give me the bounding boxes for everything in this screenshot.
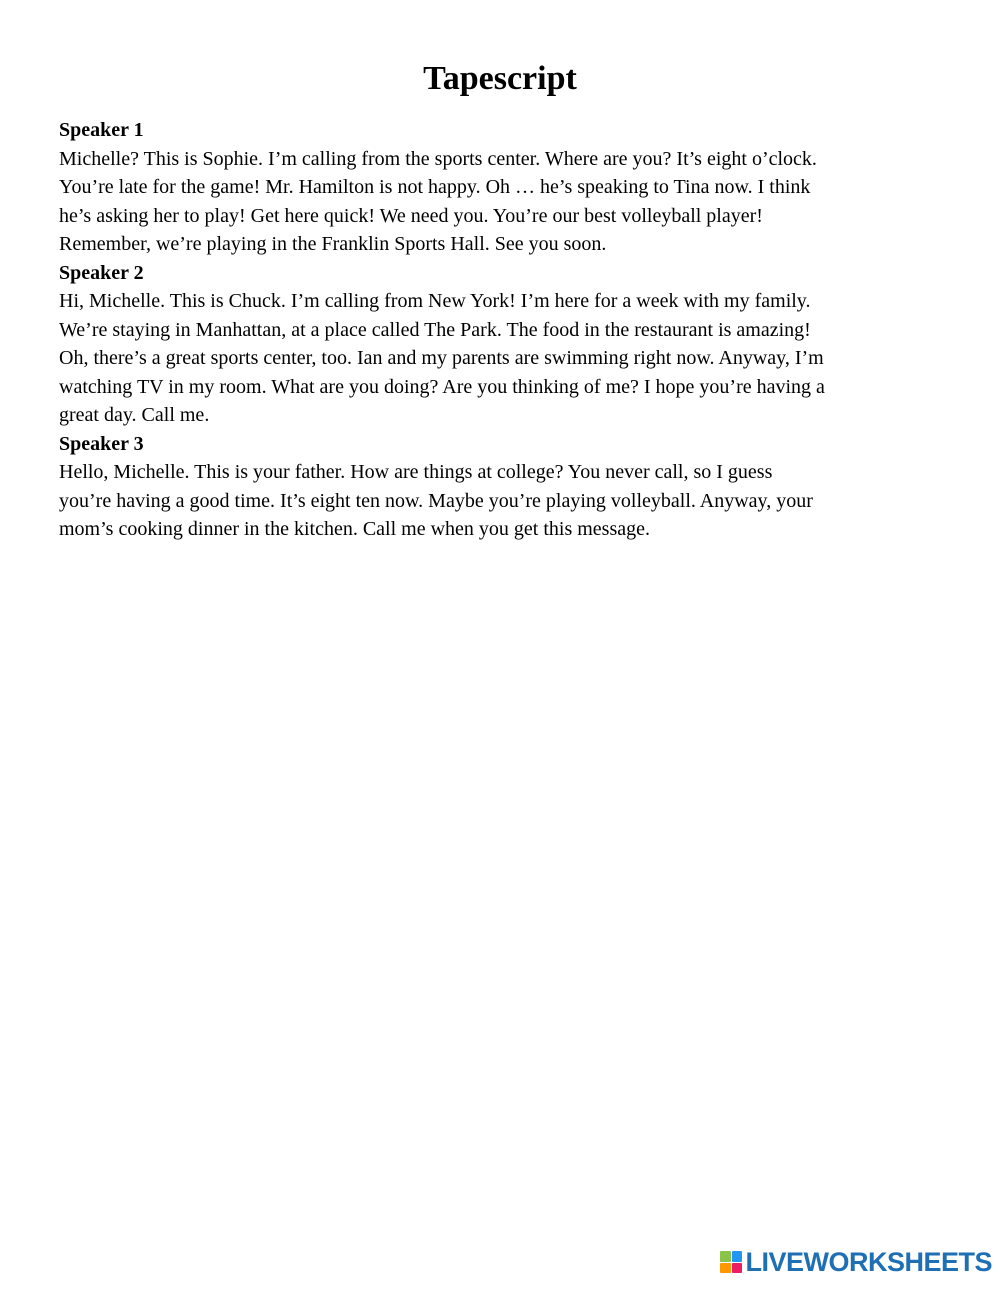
text-line: great day. Call me.	[59, 404, 210, 426]
logo-tile	[720, 1263, 731, 1274]
text-line: You’re late for the game! Mr. Hamilton is not happy. Oh … he’s speaking to Tina now. I think	[59, 176, 811, 198]
text-line: he’s asking her to play! Get here quick! We need you. You’re our best volleyball player!	[59, 204, 763, 227]
logo-tile	[732, 1263, 743, 1274]
text-line: mom’s cooking dinner in the kitchen. Call me when you get this message.	[59, 518, 651, 540]
logo-tile	[732, 1251, 743, 1262]
speaker-text	[59, 287, 949, 430]
speaker-text	[59, 145, 949, 259]
text-line: Oh, there’s a great sports center, too. Ian and my parents are swimming right now. Anyway, I’m	[59, 347, 824, 369]
text-line: watching TV in my room. What are you doing? Are you thinking of me? I hope you’re having a	[59, 375, 825, 398]
text-line: We’re staying in Manhattan, at a place called The Park. The food in the restaurant is amazing!	[59, 318, 811, 341]
speaker-heading: Speaker 2	[59, 261, 144, 284]
tapescript-content	[59, 116, 949, 544]
text-line: Remember, we’re playing in the Franklin Sports Hall. See you soon.	[59, 233, 607, 255]
liveworksheets-logo	[720, 1247, 992, 1277]
page-title: Tapescript	[423, 60, 577, 97]
speaker-block-3	[59, 430, 949, 544]
speaker-text	[59, 458, 949, 544]
text-line: Hi, Michelle. This is Chuck. I’m calling from New York! I’m here for a week with my family.	[59, 290, 811, 312]
text-line: Hello, Michelle. This is your father. How are things at college? You never call, so I guess	[59, 461, 773, 483]
logo-tile	[720, 1251, 731, 1262]
liveworksheets-logo-icon	[720, 1251, 742, 1273]
speaker-heading: Speaker 3	[59, 432, 144, 455]
speaker-block-1	[59, 116, 949, 259]
text-line: you’re having a good time. It’s eight ten now. Maybe you’re playing volleyball. Anyway, your	[59, 489, 813, 512]
speaker-block-2	[59, 259, 949, 430]
logo-text: LIVEWORKSHEETS	[745, 1247, 992, 1277]
speaker-heading: Speaker 1	[59, 119, 144, 141]
text-line: Michelle? This is Sophie. I’m calling from the sports center. Where are you? It’s eight o’clock.	[59, 147, 817, 170]
